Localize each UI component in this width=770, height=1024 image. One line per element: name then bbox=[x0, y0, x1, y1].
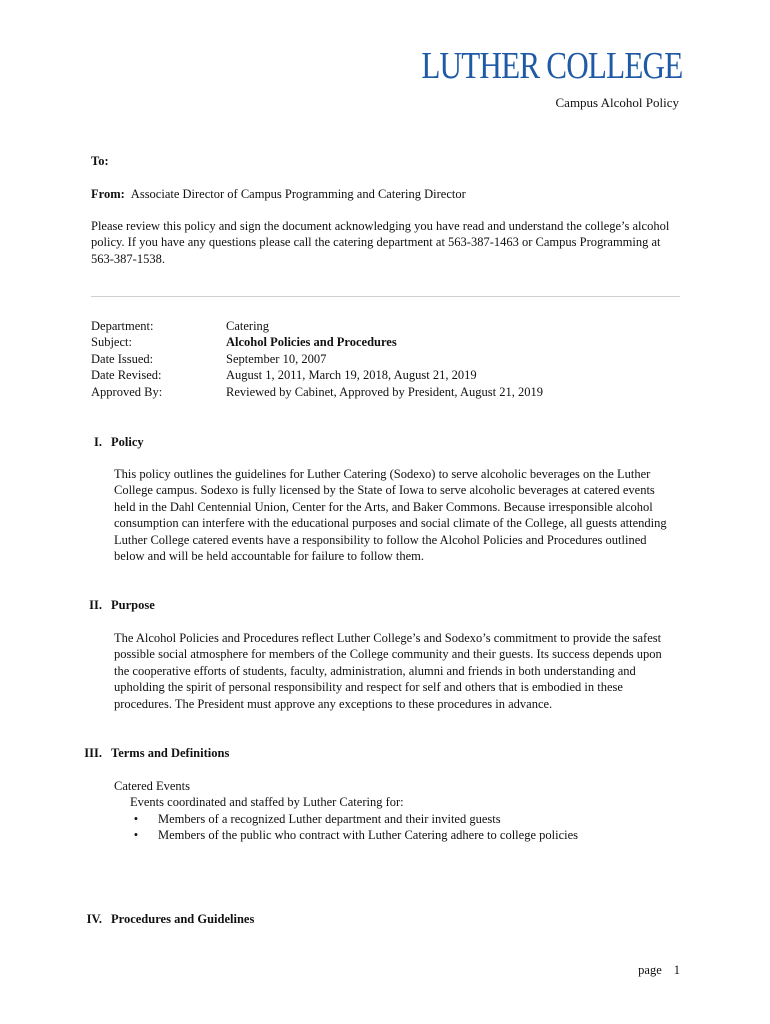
terms-definitions bbox=[114, 778, 578, 844]
policy-metadata bbox=[91, 318, 543, 400]
luther-college-logo: LUTHER COLLEGE bbox=[420, 45, 682, 87]
section-body-purpose: The Alcohol Policies and Procedures reflect Luther College’s and Sodexo’s commitment to provide the safest possible social atmosphere for members of the College community and their guests. Its success depends upon the cooperative efforts of students, faculty, administration, alumni and friends in both understanding and upholding the spirit of personal responsibility and respect for self and others that is embodied in these procedures. The President must approve any exceptions to these procedures in advance. bbox=[114, 631, 662, 711]
list-item bbox=[114, 811, 578, 827]
section-heading-purpose bbox=[70, 597, 155, 613]
page-number: 1 bbox=[673, 963, 680, 977]
meta-row-date-revised bbox=[91, 367, 543, 383]
meta-value: Alcohol Policies and Procedures bbox=[226, 335, 397, 350]
section-heading-procedures bbox=[70, 911, 254, 927]
section-body-policy: This policy outlines the guidelines for Luther Catering (Sodexo) to serve alcoholic beverages on the Luther College campus. Sodexo is fully licensed by the State of Iowa to serve alcoholic beverages at catered events held in the Dahl Centennial Union, Center for the Arts, and Baker Commons. Because irresponsible alcohol consumption can interfere with the educational purposes and social climate of the College, all guests attending Luther College catered events have a responsibility to follow the Alcohol Policies and Procedures outlined below and will be held accountable for failure to follow them. bbox=[114, 467, 667, 564]
meta-label: Subject: bbox=[91, 335, 132, 350]
meta-label: Approved By: bbox=[91, 384, 163, 399]
section-heading-terms bbox=[70, 745, 229, 761]
list-item bbox=[114, 827, 578, 843]
section-title: Policy bbox=[111, 435, 144, 449]
meta-value: Reviewed by Cabinet, Approved by President, August 21, 2019 bbox=[226, 384, 543, 399]
page-label: page bbox=[638, 963, 662, 977]
meta-label: Date Revised: bbox=[91, 368, 162, 383]
meta-row-approved-by bbox=[91, 384, 543, 400]
meta-label: Date Issued: bbox=[91, 351, 154, 366]
section-title: Purpose bbox=[111, 598, 155, 612]
to-label: To: bbox=[91, 154, 109, 168]
divider-line bbox=[91, 296, 680, 297]
meta-value: September 10, 2007 bbox=[226, 351, 327, 366]
section-title: Procedures and Guidelines bbox=[111, 912, 255, 926]
from-line bbox=[91, 186, 466, 202]
section-title: Terms and Definitions bbox=[111, 746, 230, 760]
meta-row-department bbox=[91, 318, 543, 334]
bullet-list bbox=[114, 811, 578, 844]
document-title: Campus Alcohol Policy bbox=[555, 95, 679, 110]
meta-row-date-issued bbox=[91, 351, 543, 367]
list-item-text: Members of the public who contract with Luther Catering adhere to college policies bbox=[158, 828, 579, 843]
meta-row-subject bbox=[91, 334, 543, 350]
term-definition: Events coordinated and staffed by Luther Catering for: bbox=[130, 795, 404, 810]
from-value: Associate Director of Campus Programming and Catering Director bbox=[130, 187, 466, 201]
section-number: II. bbox=[89, 598, 102, 612]
meta-value: Catering bbox=[226, 319, 270, 333]
section-number: IV. bbox=[86, 912, 102, 926]
section-heading-policy bbox=[70, 434, 144, 450]
list-item-text: Members of a recognized Luther department and their invited guests bbox=[158, 811, 501, 826]
bullet-icon: • bbox=[133, 828, 139, 843]
from-label: From: bbox=[91, 187, 125, 201]
meta-value: August 1, 2011, March 19, 2018, August 21, 2019 bbox=[226, 368, 477, 383]
term-name: Catered Events bbox=[114, 779, 191, 793]
intro-paragraph: Please review this policy and sign the document acknowledging you have read and understand the college’s alcohol policy. If you have any questions please call the catering department at 563-387-1463 or Campus Programming at 563-387-1538. bbox=[91, 219, 670, 266]
meta-label: Department: bbox=[91, 319, 154, 333]
section-number: III. bbox=[84, 746, 102, 760]
section-number: I. bbox=[94, 435, 102, 449]
page-footer bbox=[638, 962, 680, 978]
bullet-icon: • bbox=[133, 811, 139, 826]
